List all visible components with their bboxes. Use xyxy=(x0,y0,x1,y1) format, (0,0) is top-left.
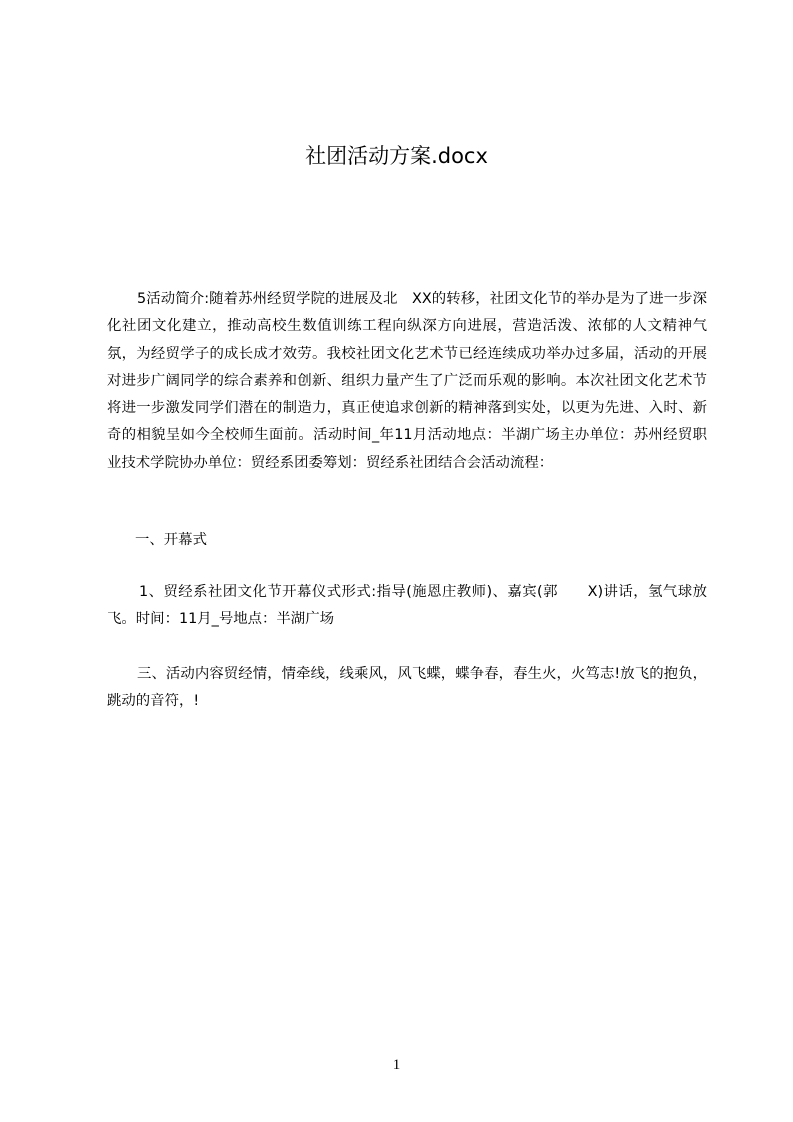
activity-content-paragraph: 三、活动内容贸经情，情牵线，线乘风，风飞蝶，蝶争春，春生火，火笃志!放飞的抱负，跳动的音符，! xyxy=(107,666,707,710)
page-number: 1 xyxy=(392,1057,401,1073)
intro-paragraph: 5活动简介:随着苏州经贸学院的进展及北 XX的转移，社团文化节的举办是为了进一步深化社团文化建立，推动高校生数值训练工程向纵深方向进展，营造活泼、浓郁的人文精神气氛，为经贸学子的成长成才效劳。我校社团文化艺术节已经连续成功举办过多届，活动的开展对进步广阔同学的综合素养和创新、组织力量产生了广泛而乐观的影响。本次社团文化艺术节将进一步激发同学们潜在的制造力，真正使追求创新的精神落到实处，以更为先进、入时、新奇的相貌呈如今全校师生面前。活动时间_年11月活动地点：半湖广场主办单位：苏州经贸职业技术学院协办单位：贸经系团委筹划：贸经系社团结合会活动流程： xyxy=(107,291,707,471)
opening-ceremony-paragraph: 1、贸经系社团文化节开幕仪式形式:指导(施恩庄教师)、嘉宾(郭 X)讲话，氢气球放飞。时间：11月_号地点：半湖广场 xyxy=(107,584,707,628)
section-heading-opening: 一、开幕式 xyxy=(135,532,207,548)
document-title: 社团活动方案.docx xyxy=(305,144,488,168)
